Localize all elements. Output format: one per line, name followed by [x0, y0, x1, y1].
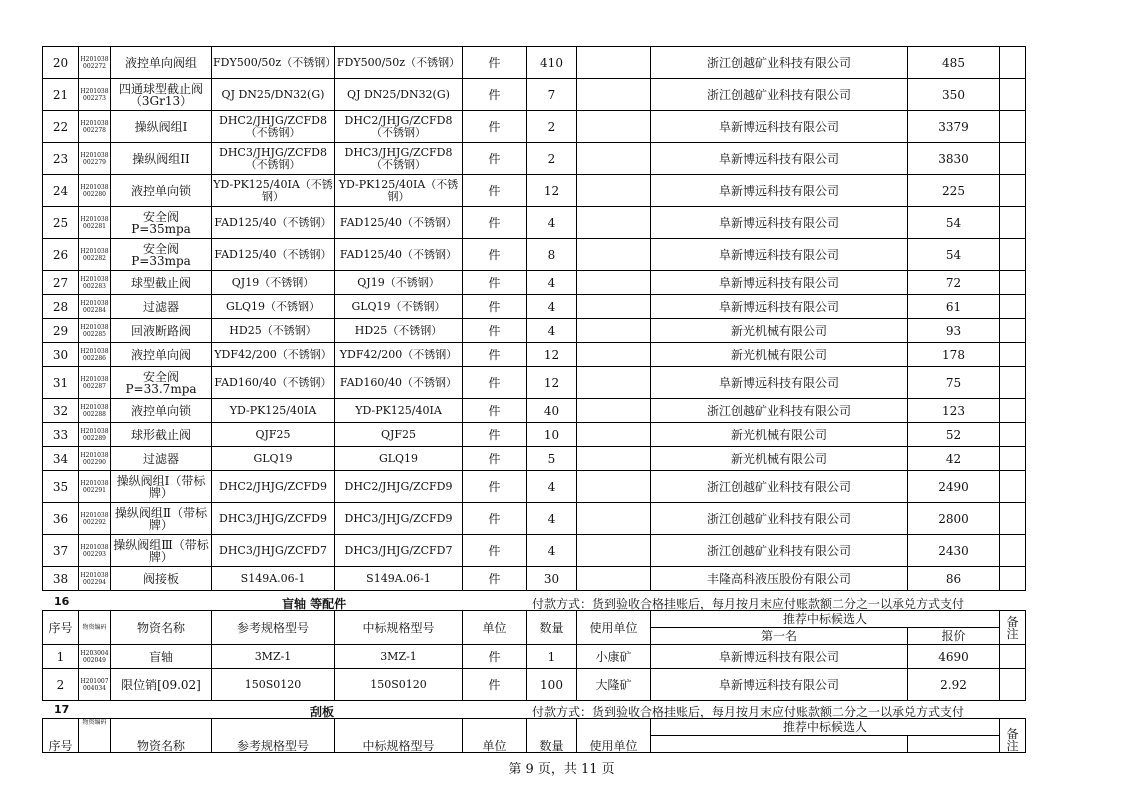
material-code: H201038 002293 — [79, 535, 111, 567]
quantity: 40 — [527, 399, 577, 423]
bid-spec: DHC2/JHJG/ZCFD8（不锈钢） — [335, 111, 463, 143]
reference-spec: HD25（不锈钢） — [212, 319, 335, 343]
material-name: 液控单向锁 — [111, 399, 212, 423]
quantity: 5 — [527, 447, 577, 471]
candidate-company: 浙江创越矿业科技有限公司 — [651, 399, 908, 423]
quantity: 1 — [527, 645, 577, 669]
price: 2430 — [908, 535, 1000, 567]
header-unit: 单位 — [463, 611, 527, 645]
bid-spec: FAD125/40（不锈钢） — [335, 207, 463, 239]
remark — [1000, 669, 1026, 701]
reference-spec: YD-PK125/40IA — [212, 399, 335, 423]
quantity: 10 — [527, 423, 577, 447]
row-number: 35 — [43, 471, 79, 503]
remark — [1000, 271, 1026, 295]
price: 485 — [908, 47, 1000, 79]
material-code: H201038 002280 — [79, 175, 111, 207]
table-row — [43, 143, 1026, 175]
using-unit — [577, 207, 651, 239]
candidate-company: 丰隆高科液压股份有限公司 — [651, 567, 908, 591]
reference-spec: DHC3/JHJG/ZCFD9 — [212, 503, 335, 535]
material-code: H201007 004034 — [79, 669, 111, 701]
header-qty: 数量 — [527, 719, 577, 753]
quantity: 4 — [527, 319, 577, 343]
header-recommend: 推荐中标候选人 — [651, 611, 1000, 628]
header-user: 使用单位 — [577, 611, 651, 645]
material-code: H201038 002294 — [79, 567, 111, 591]
remark — [1000, 645, 1026, 669]
material-code: H201038 002290 — [79, 447, 111, 471]
row-number: 24 — [43, 175, 79, 207]
table-row — [43, 399, 1026, 423]
header-recommend: 推荐中标候选人 — [651, 719, 1000, 736]
price: 75 — [908, 367, 1000, 399]
bid-spec: S149A.06-1 — [335, 567, 463, 591]
material-code: H201038 002288 — [79, 399, 111, 423]
row-number: 32 — [43, 399, 79, 423]
price: 52 — [908, 423, 1000, 447]
unit: 件 — [463, 399, 527, 423]
unit: 件 — [463, 143, 527, 175]
material-name: 球型截止阀 — [111, 271, 212, 295]
unit: 件 — [463, 567, 527, 591]
unit: 件 — [463, 47, 527, 79]
material-name: 阀接板 — [111, 567, 212, 591]
material-name: 限位销[09.02] — [111, 669, 212, 701]
remark — [1000, 535, 1026, 567]
candidate-company: 新光机械有限公司 — [651, 319, 908, 343]
row-number: 37 — [43, 535, 79, 567]
remark — [1000, 79, 1026, 111]
material-name: 操纵阀组II — [111, 143, 212, 175]
using-unit — [577, 535, 651, 567]
row-number: 1 — [43, 645, 79, 669]
quantity: 4 — [527, 535, 577, 567]
candidate-company: 新光机械有限公司 — [651, 343, 908, 367]
candidate-company: 新光机械有限公司 — [651, 447, 908, 471]
quantity: 7 — [527, 79, 577, 111]
table-row — [43, 343, 1026, 367]
quantity: 8 — [527, 239, 577, 271]
quantity: 100 — [527, 669, 577, 701]
price: 93 — [908, 319, 1000, 343]
table-row — [43, 319, 1026, 343]
material-name: 液控单向锁 — [111, 175, 212, 207]
header-user: 使用单位 — [577, 719, 651, 753]
items-table-body — [43, 47, 1026, 591]
section-16-body — [43, 645, 1026, 701]
using-unit — [577, 239, 651, 271]
using-unit — [577, 343, 651, 367]
using-unit — [577, 447, 651, 471]
table-row — [43, 239, 1026, 271]
header-remark: 备注 — [1000, 611, 1026, 645]
reference-spec: DHC2/JHJG/ZCFD8（不锈钢） — [212, 111, 335, 143]
payment-terms: 付款方式：货到验收合格挂账后，每月按月末应付账款额二分之一以承兑方式支付 — [532, 597, 965, 611]
quantity: 12 — [527, 175, 577, 207]
row-number: 31 — [43, 367, 79, 399]
candidate-company: 阜新博远科技有限公司 — [651, 645, 908, 669]
remark — [1000, 47, 1026, 79]
header-ref: 参考规格型号 — [212, 611, 335, 645]
material-name: 液控单向阀 — [111, 343, 212, 367]
candidate-company: 阜新博远科技有限公司 — [651, 669, 908, 701]
header-price: 报价 — [908, 628, 1000, 645]
using-unit — [577, 271, 651, 295]
reference-spec: QJ19（不锈钢） — [212, 271, 335, 295]
row-number: 25 — [43, 207, 79, 239]
price: 225 — [908, 175, 1000, 207]
header-no: 序号 — [43, 611, 79, 645]
material-code: H201038 002289 — [79, 423, 111, 447]
unit: 件 — [463, 503, 527, 535]
material-code: H201038 002286 — [79, 343, 111, 367]
candidate-company: 阜新博远科技有限公司 — [651, 295, 908, 319]
row-number: 30 — [43, 343, 79, 367]
reference-spec: YD-PK125/40IA（不锈钢） — [212, 175, 335, 207]
candidate-company: 阜新博远科技有限公司 — [651, 143, 908, 175]
using-unit — [577, 319, 651, 343]
section-17-table-clip — [42, 718, 1025, 753]
reference-spec: DHC3/JHJG/ZCFD8（不锈钢） — [212, 143, 335, 175]
bid-spec: YD-PK125/40IA（不锈钢） — [335, 175, 463, 207]
remark — [1000, 175, 1026, 207]
remark — [1000, 343, 1026, 367]
bid-spec: FDY500/50z（不锈钢） — [335, 47, 463, 79]
material-name: 操纵阀组I（带标牌） — [111, 471, 212, 503]
table-row — [43, 503, 1026, 535]
price: 350 — [908, 79, 1000, 111]
quantity: 410 — [527, 47, 577, 79]
bid-spec: YDF42/200（不锈钢） — [335, 343, 463, 367]
header-bid: 中标规格型号 — [335, 719, 463, 753]
row-number: 21 — [43, 79, 79, 111]
material-code: H201038 002283 — [79, 271, 111, 295]
section-16-heading — [42, 594, 1025, 610]
remark — [1000, 207, 1026, 239]
material-code: H201038 002284 — [79, 295, 111, 319]
using-unit — [577, 143, 651, 175]
unit: 件 — [463, 447, 527, 471]
bid-spec: FAD160/40（不锈钢） — [335, 367, 463, 399]
row-number: 28 — [43, 295, 79, 319]
using-unit — [577, 79, 651, 111]
price: 3379 — [908, 111, 1000, 143]
header-name: 物资名称 — [111, 611, 212, 645]
section-16-table — [42, 610, 1026, 701]
header-name: 物资名称 — [111, 719, 212, 753]
material-code: H201038 002292 — [79, 503, 111, 535]
candidate-company: 浙江创越矿业科技有限公司 — [651, 47, 908, 79]
material-name: 盲轴 — [111, 645, 212, 669]
header-unit: 单位 — [463, 719, 527, 753]
using-unit — [577, 367, 651, 399]
remark — [1000, 471, 1026, 503]
row-number: 2 — [43, 669, 79, 701]
row-number: 38 — [43, 567, 79, 591]
material-code: H201038 002287 — [79, 367, 111, 399]
reference-spec: FAD160/40（不锈钢） — [212, 367, 335, 399]
unit: 件 — [463, 319, 527, 343]
price: 3830 — [908, 143, 1000, 175]
table-row — [43, 645, 1026, 669]
bid-spec: QJ19（不锈钢） — [335, 271, 463, 295]
unit: 件 — [463, 239, 527, 271]
row-number: 22 — [43, 111, 79, 143]
using-unit — [577, 47, 651, 79]
reference-spec: DHC2/JHJG/ZCFD9 — [212, 471, 335, 503]
using-unit — [577, 423, 651, 447]
row-number: 27 — [43, 271, 79, 295]
using-unit — [577, 503, 651, 535]
material-name: 操纵阀组Ⅱ（带标牌） — [111, 503, 212, 535]
header-ref: 参考规格型号 — [212, 719, 335, 753]
section-number: 16 — [54, 595, 70, 608]
remark — [1000, 447, 1026, 471]
price: 2490 — [908, 471, 1000, 503]
reference-spec: 3MZ-1 — [212, 645, 335, 669]
candidate-company: 阜新博远科技有限公司 — [651, 239, 908, 271]
material-name: 过滤器 — [111, 447, 212, 471]
material-code: H201038 002281 — [79, 207, 111, 239]
row-number: 29 — [43, 319, 79, 343]
table-row — [43, 47, 1026, 79]
row-number: 23 — [43, 143, 79, 175]
candidate-company: 阜新博远科技有限公司 — [651, 271, 908, 295]
reference-spec: FDY500/50z（不锈钢） — [212, 47, 335, 79]
quantity: 4 — [527, 271, 577, 295]
row-number: 26 — [43, 239, 79, 271]
header-code: 物资编码 — [79, 719, 111, 753]
candidate-company: 阜新博远科技有限公司 — [651, 111, 908, 143]
reference-spec: QJ DN25/DN32(G) — [212, 79, 335, 111]
section-title: 盲轴 等配件 — [282, 597, 347, 611]
table-row — [43, 271, 1026, 295]
quantity: 12 — [527, 343, 577, 367]
material-code: H201038 002278 — [79, 111, 111, 143]
price: 72 — [908, 271, 1000, 295]
unit: 件 — [463, 343, 527, 367]
remark — [1000, 111, 1026, 143]
header-first: 第一名 — [651, 628, 908, 645]
material-code: H201038 002279 — [79, 143, 111, 175]
price: 54 — [908, 239, 1000, 271]
reference-spec: GLQ19 — [212, 447, 335, 471]
bid-spec: DHC3/JHJG/ZCFD8（不锈钢） — [335, 143, 463, 175]
quantity: 4 — [527, 295, 577, 319]
header-code: 物资编码 — [79, 611, 111, 645]
candidate-company: 浙江创越矿业科技有限公司 — [651, 79, 908, 111]
remark — [1000, 567, 1026, 591]
using-unit — [577, 567, 651, 591]
bid-spec: DHC2/JHJG/ZCFD9 — [335, 471, 463, 503]
price: 42 — [908, 447, 1000, 471]
using-unit — [577, 399, 651, 423]
bid-spec: HD25（不锈钢） — [335, 319, 463, 343]
table-row — [43, 367, 1026, 399]
row-number: 34 — [43, 447, 79, 471]
quantity: 2 — [527, 111, 577, 143]
page-footer: 第 9 页，共 11 页 — [508, 762, 615, 777]
bid-spec: 3MZ-1 — [335, 645, 463, 669]
table-row — [43, 535, 1026, 567]
unit: 件 — [463, 175, 527, 207]
bid-spec: FAD125/40（不锈钢） — [335, 239, 463, 271]
section-17-heading — [42, 702, 1025, 718]
table-row — [43, 567, 1026, 591]
quantity: 12 — [527, 367, 577, 399]
material-code: H203004 002049 — [79, 645, 111, 669]
candidate-company: 阜新博远科技有限公司 — [651, 207, 908, 239]
material-name: 操纵阀组I — [111, 111, 212, 143]
table-row — [43, 669, 1026, 701]
candidate-company: 浙江创越矿业科技有限公司 — [651, 471, 908, 503]
price: 4690 — [908, 645, 1000, 669]
material-code: H201038 002272 — [79, 47, 111, 79]
price: 123 — [908, 399, 1000, 423]
unit: 件 — [463, 645, 527, 669]
material-name: 四通球型截止阀（3Gr13） — [111, 79, 212, 111]
reference-spec: FAD125/40（不锈钢） — [212, 207, 335, 239]
bid-spec: YD-PK125/40IA — [335, 399, 463, 423]
table-row — [43, 79, 1026, 111]
table-row — [43, 471, 1026, 503]
price: 86 — [908, 567, 1000, 591]
using-unit — [577, 111, 651, 143]
remark — [1000, 399, 1026, 423]
header-remark: 备注 — [1000, 719, 1026, 753]
bid-spec: QJ DN25/DN32(G) — [335, 79, 463, 111]
candidate-company: 浙江创越矿业科技有限公司 — [651, 503, 908, 535]
unit: 件 — [463, 367, 527, 399]
reference-spec: DHC3/JHJG/ZCFD7 — [212, 535, 335, 567]
bid-spec: 150S0120 — [335, 669, 463, 701]
using-unit — [577, 175, 651, 207]
bid-spec: DHC3/JHJG/ZCFD9 — [335, 503, 463, 535]
quantity: 4 — [527, 207, 577, 239]
price: 2800 — [908, 503, 1000, 535]
candidate-company: 浙江创越矿业科技有限公司 — [651, 535, 908, 567]
unit: 件 — [463, 423, 527, 447]
material-name: 过滤器 — [111, 295, 212, 319]
table-row — [43, 423, 1026, 447]
price: 54 — [908, 207, 1000, 239]
using-unit — [577, 295, 651, 319]
using-unit: 大隆矿 — [577, 669, 651, 701]
material-name: 球形截止阀 — [111, 423, 212, 447]
remark — [1000, 143, 1026, 175]
material-code: H201038 002282 — [79, 239, 111, 271]
section-title: 刮板 — [310, 705, 335, 719]
using-unit — [577, 471, 651, 503]
unit: 件 — [463, 207, 527, 239]
reference-spec: QJF25 — [212, 423, 335, 447]
quantity: 30 — [527, 567, 577, 591]
quantity: 4 — [527, 503, 577, 535]
material-name: 液控单向阀组 — [111, 47, 212, 79]
row-number: 20 — [43, 47, 79, 79]
using-unit: 小康矿 — [577, 645, 651, 669]
remark — [1000, 295, 1026, 319]
payment-terms: 付款方式：货到验收合格挂账后，每月按月末应付账款额二分之一以承兑方式支付 — [532, 705, 965, 719]
remark — [1000, 423, 1026, 447]
header-qty: 数量 — [527, 611, 577, 645]
material-name: 操纵阀组Ⅲ（带标牌） — [111, 535, 212, 567]
unit: 件 — [463, 471, 527, 503]
candidate-company: 新光机械有限公司 — [651, 423, 908, 447]
table-row — [43, 175, 1026, 207]
reference-spec: GLQ19（不锈钢） — [212, 295, 335, 319]
material-code: H201038 002285 — [79, 319, 111, 343]
items-table — [42, 46, 1026, 591]
bid-spec: DHC3/JHJG/ZCFD7 — [335, 535, 463, 567]
table-row — [43, 111, 1026, 143]
unit: 件 — [463, 295, 527, 319]
quantity: 2 — [527, 143, 577, 175]
section-17-table — [42, 718, 1026, 753]
header-bid: 中标规格型号 — [335, 611, 463, 645]
material-name: 安全阀 P=33mpa — [111, 239, 212, 271]
row-number: 33 — [43, 423, 79, 447]
remark — [1000, 503, 1026, 535]
bid-spec: QJF25 — [335, 423, 463, 447]
reference-spec: FAD125/40（不锈钢） — [212, 239, 335, 271]
unit: 件 — [463, 271, 527, 295]
unit: 件 — [463, 535, 527, 567]
unit: 件 — [463, 669, 527, 701]
candidate-company: 阜新博远科技有限公司 — [651, 367, 908, 399]
unit: 件 — [463, 79, 527, 111]
section-number: 17 — [54, 703, 70, 716]
material-code: H201038 002273 — [79, 79, 111, 111]
reference-spec: S149A.06-1 — [212, 567, 335, 591]
material-name: 安全阀 P=35mpa — [111, 207, 212, 239]
remark — [1000, 319, 1026, 343]
candidate-company: 阜新博远科技有限公司 — [651, 175, 908, 207]
remark — [1000, 239, 1026, 271]
table-row — [43, 207, 1026, 239]
price: 178 — [908, 343, 1000, 367]
bid-spec: GLQ19 — [335, 447, 463, 471]
row-number: 36 — [43, 503, 79, 535]
bid-spec: GLQ19（不锈钢） — [335, 295, 463, 319]
unit: 件 — [463, 111, 527, 143]
header-no: 序号 — [43, 719, 79, 753]
material-name: 安全阀 P=33.7mpa — [111, 367, 212, 399]
table-row — [43, 295, 1026, 319]
price: 61 — [908, 295, 1000, 319]
material-code: H201038 002291 — [79, 471, 111, 503]
table-row — [43, 447, 1026, 471]
quantity: 4 — [527, 471, 577, 503]
remark — [1000, 367, 1026, 399]
reference-spec: YDF42/200（不锈钢） — [212, 343, 335, 367]
price: 2.92 — [908, 669, 1000, 701]
material-name: 回液断路阀 — [111, 319, 212, 343]
reference-spec: 150S0120 — [212, 669, 335, 701]
